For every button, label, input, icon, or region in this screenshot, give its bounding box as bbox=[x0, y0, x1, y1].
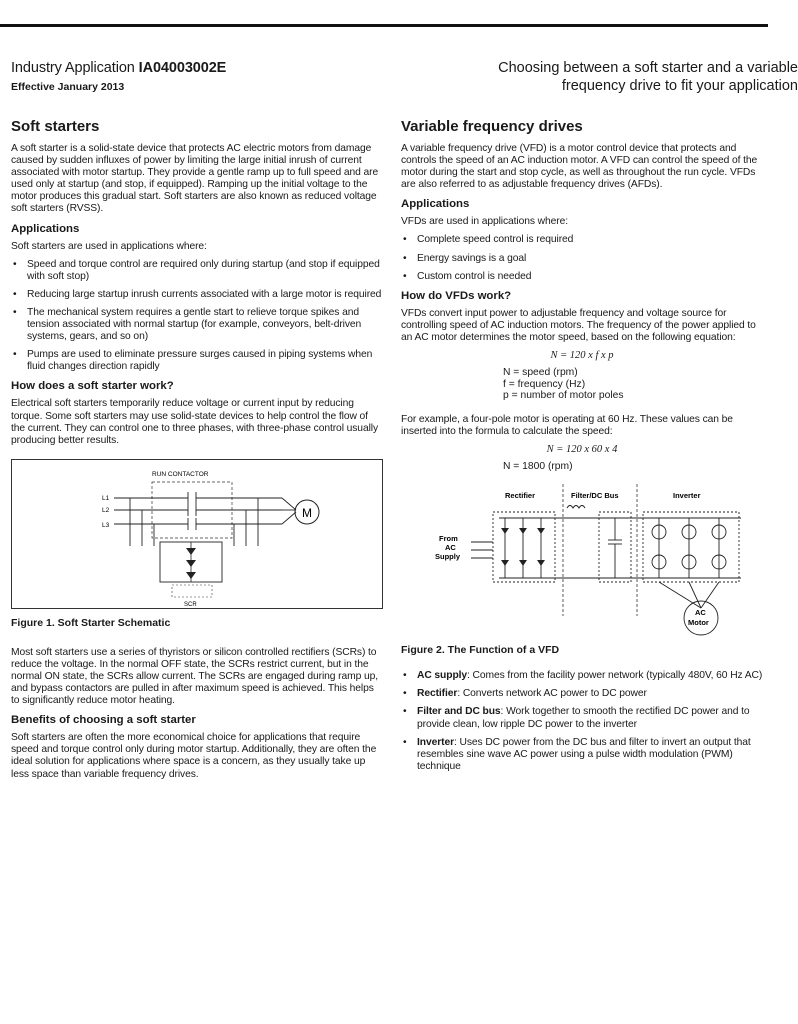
list-item: • The mechanical system requires a gentle start to relieve torque spikes and tension associated with normal startup (for example, conveyors, belt-driven systems, gears, and so on) bbox=[11, 307, 383, 343]
soft-how-text: Electrical soft starters temporarily reduce voltage or current input by reducing torque. Some soft starters may use solid-state devices to help control the flow of the current. They can control one to three phases, with three-phase control usually producing better results. bbox=[11, 398, 378, 446]
doc-title-line2: frequency drive to fit your application bbox=[561, 78, 798, 94]
list-item: • Pumps are used to eliminate pressure surges caused in piping systems when fluid changes direction rapidly bbox=[11, 349, 383, 373]
heading-applications-vfd: Applications bbox=[401, 198, 470, 211]
list-item: • Complete speed control is required bbox=[401, 234, 763, 246]
motor-ac-label: AC bbox=[695, 608, 706, 618]
divider-lines bbox=[563, 484, 637, 616]
equation-result: N = 1800 (rpm) bbox=[503, 460, 573, 472]
vfd-apps-list bbox=[401, 234, 763, 282]
doc-id: IA04003002E bbox=[138, 60, 227, 76]
filter-label: Filter/DC Bus bbox=[571, 491, 619, 501]
supply-label: Supply bbox=[435, 552, 461, 562]
figure-2-caption: Figure 2. The Function of a VFD bbox=[401, 644, 560, 657]
definition: : Uses DC power from the DC bus and filter to invert an output that resembles sine wave AC power using a pulse width modulation (PWM) technique bbox=[417, 736, 751, 772]
heading-how-soft: How does a soft starter work? bbox=[11, 380, 174, 393]
scr-label: SCR bbox=[184, 601, 197, 608]
definition: : Converts network AC power to DC power bbox=[457, 688, 647, 700]
soft-apps-lead: Soft starters are used in applications where: bbox=[11, 240, 207, 252]
var-f: f = frequency (Hz) bbox=[503, 378, 586, 390]
soft-apps-list bbox=[11, 259, 383, 374]
list-item bbox=[401, 688, 763, 700]
ac-label: AC bbox=[445, 543, 456, 553]
top-rule bbox=[0, 24, 768, 27]
scr-paragraph: Most soft starters use a series of thyristors or silicon controlled rectifiers (SCRs) to reduce the voltage. In the normal OFF state, the SCRs restrict current, but in the normal ON state, the SCRs allow current. The SCRs are engaged during ramp up, and bypass contactors are pulled in after maximum speed is achieved. This helps to significantly reduce motor heating. bbox=[11, 646, 378, 707]
doc-id-line bbox=[11, 60, 371, 76]
l2-label: L2 bbox=[102, 506, 110, 514]
l3-label: L3 bbox=[102, 521, 110, 529]
vfd-function-diagram bbox=[401, 478, 765, 636]
list-item: • Speed and torque control are required only during startup (and stop if equipped with soft stop) bbox=[11, 259, 383, 283]
term: Rectifier bbox=[417, 688, 458, 700]
vfd-how-text: VFDs convert input power to adjustable frequency and voltage source for controlling speed of AC induction motors. The frequency of the power applied to an AC motor determines the motor speed, based on the following equation: bbox=[401, 307, 756, 343]
figure-1-caption: Figure 1. Soft Starter Schematic bbox=[11, 616, 171, 629]
rectifier-label: Rectifier bbox=[505, 491, 536, 501]
right-column bbox=[401, 118, 763, 779]
heading-applications-soft: Applications bbox=[11, 222, 80, 235]
doc-title-line1: Choosing between a soft starter and a variable bbox=[498, 60, 798, 76]
run-contactor-label: RUN CONTACTOR bbox=[152, 470, 209, 478]
doc-header-right bbox=[395, 60, 798, 94]
from-label: From bbox=[439, 534, 458, 544]
list-item: • Custom control is needed bbox=[401, 271, 763, 283]
vfd-intro: A variable frequency drive (VFD) is a motor control device that protects and controls the speed of an AC induction motor. A VFD can control the speed of the motor during the start and stop cycle, as well as throughout the run cycle. VFDs are also referred to as adjustable frequency drives (AFDs). bbox=[401, 143, 758, 191]
vfd-svg bbox=[401, 478, 765, 636]
scr-box bbox=[172, 585, 212, 597]
heading-benefits: Benefits of choosing a soft starter bbox=[11, 714, 196, 727]
soft-starter-schematic bbox=[11, 459, 383, 609]
soft-starter-intro: A soft starter is a solid-state device that protects AC electric motors from damage caused by sudden influxes of power by limiting the large initial inrush of current associated with motor startup. They provide a gentle ramp up to full speed and are used only at startup (and stop, if equipped). Ramping up the initial voltage to the motor produces this gradual start. Soft starters are also known as reduced voltage soft starters (RVSS). bbox=[11, 143, 379, 215]
equation-general: N = 120 x f x p bbox=[550, 350, 614, 362]
vfd-components-list bbox=[401, 670, 763, 773]
list-item: • Energy savings is a goal bbox=[401, 253, 763, 265]
equation-variables bbox=[503, 367, 763, 402]
left-column bbox=[11, 118, 383, 787]
term: Filter and DC bus bbox=[417, 706, 501, 718]
var-n: N = speed (rpm) bbox=[503, 367, 578, 379]
example-text: For example, a four-pole motor is operating at 60 Hz. These values can be inserted into the formula to calculate the speed: bbox=[401, 413, 733, 437]
term: AC supply bbox=[417, 670, 468, 682]
motor-label: M bbox=[302, 505, 312, 520]
phase-lines bbox=[114, 492, 296, 582]
var-p: p = number of motor poles bbox=[503, 390, 624, 402]
heading-how-vfd: How do VFDs work? bbox=[401, 289, 512, 302]
list-item bbox=[401, 706, 763, 730]
list-item bbox=[401, 737, 763, 773]
list-item: • Reducing large startup inrush currents associated with a large motor is required bbox=[11, 289, 383, 301]
definition: : Comes from the facility power network (typically 480V, 60 Hz AC) bbox=[467, 670, 763, 682]
motor-label: Motor bbox=[688, 618, 709, 628]
heading-vfd: Variable frequency drives bbox=[401, 118, 583, 135]
benefits-text: Soft starters are often the more economical choice for applications that require speed and torque control only during motor startup. Additionally, they are often the ideal solution for applications where space is a concern, as they usually take up less space than variable frequency drives. bbox=[11, 732, 377, 780]
l1-label: L1 bbox=[102, 494, 110, 502]
definition: : Work together to smooth the rectified DC power and to provide clean, low ripple DC power to the inverter bbox=[417, 706, 750, 730]
schematic-svg bbox=[12, 460, 382, 608]
equation-example: N = 120 x 60 x 4 bbox=[546, 443, 618, 455]
doc-header-left bbox=[11, 60, 371, 93]
list-item bbox=[401, 670, 763, 682]
doc-label: Industry Application bbox=[11, 60, 139, 76]
heading-soft-starters: Soft starters bbox=[11, 118, 100, 135]
vfd-apps-lead: VFDs are used in applications where: bbox=[401, 216, 568, 228]
term: Inverter bbox=[417, 736, 454, 748]
inverter-label: Inverter bbox=[673, 491, 701, 501]
effective-date: Effective January 2013 bbox=[11, 81, 125, 93]
